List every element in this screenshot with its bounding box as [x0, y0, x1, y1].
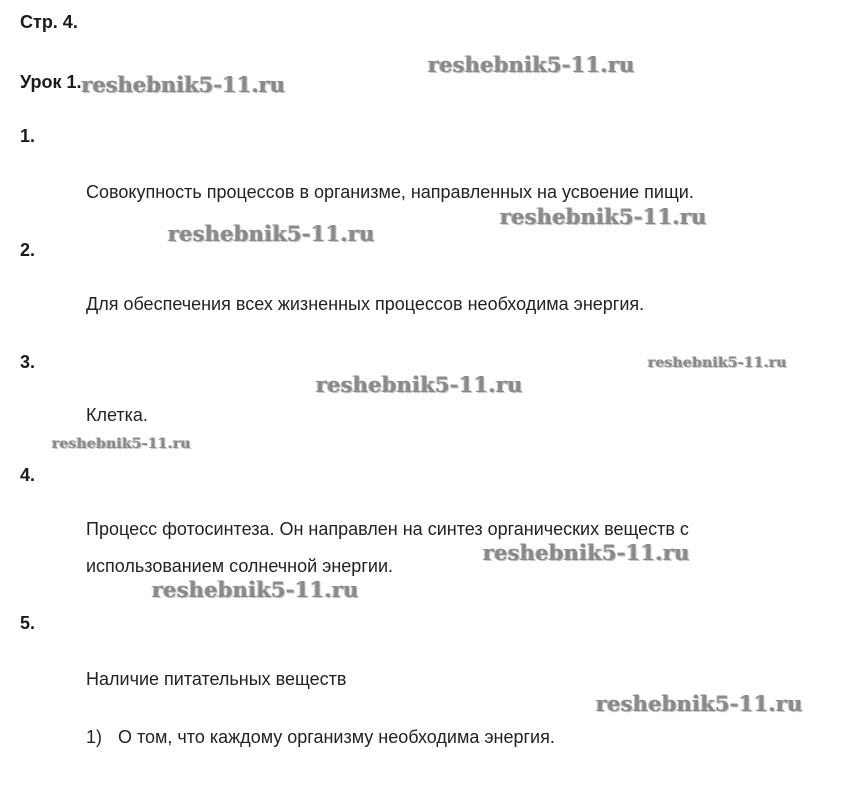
item-number: 5.: [20, 613, 36, 633]
watermark-text: reshebnik5-11.ru: [52, 436, 191, 452]
list-marker: 1): [86, 727, 103, 747]
watermark-text: reshebnik5-11.ru: [428, 52, 635, 77]
item-number: 4.: [20, 465, 36, 485]
item-answer-line: использованием солнечной энергии.: [86, 556, 393, 576]
item-answer-line: Процесс фотосинтеза. Он направлен на синтез органических веществ с: [86, 519, 689, 539]
watermark-text: reshebnik5-11.ru: [81, 72, 286, 97]
watermark-text: reshebnik5-11.ru: [168, 221, 375, 246]
item-answer: Совокупность процессов в организме, направленных на усвоение пищи.: [86, 182, 694, 202]
watermark-text: reshebnik5-11.ru: [648, 355, 787, 371]
watermark-text: reshebnik5-11.ru: [152, 577, 359, 602]
sub-answer-text: О том, что каждому организму необходима энергия.: [118, 727, 555, 747]
item-answer: Для обеспечения всех жизненных процессов необходима энергия.: [86, 294, 645, 314]
item-number: 1.: [20, 126, 36, 146]
watermark-text: reshebnik5-11.ru: [596, 691, 803, 716]
item-answer: Наличие питательных веществ: [86, 669, 347, 689]
item-number: 3.: [20, 352, 36, 372]
item-number: 2.: [20, 240, 36, 260]
item-answer: Клетка.: [86, 405, 148, 425]
watermark-text: reshebnik5-11.ru: [483, 540, 690, 565]
watermark-text: reshebnik5-11.ru: [500, 204, 707, 229]
lesson-heading: [20, 68, 286, 97]
page-title: Стр. 4.: [20, 12, 78, 32]
lesson-title: Урок 1.: [20, 72, 82, 92]
watermark-text: reshebnik5-11.ru: [316, 372, 523, 397]
sub-answer: [86, 720, 555, 754]
